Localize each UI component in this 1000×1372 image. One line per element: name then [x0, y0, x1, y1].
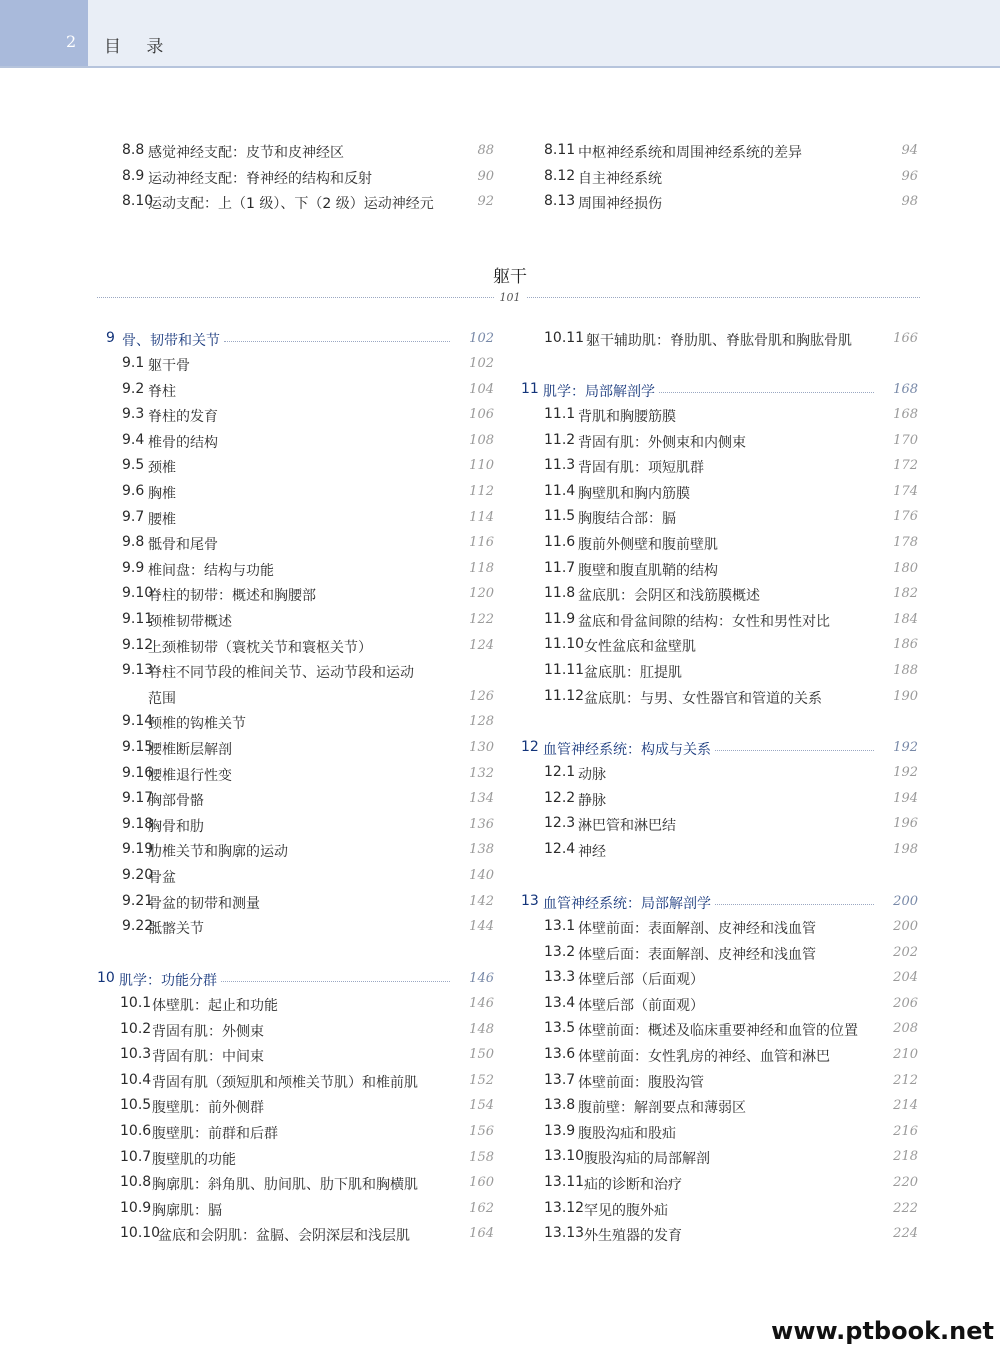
toc-entry-page: 92	[477, 194, 494, 210]
chapter-title: 血管神经系统：局部解剖学	[543, 896, 711, 912]
toc-entry-title: 体壁前面：腹股沟管	[578, 1074, 704, 1091]
toc-entry-title: 体壁后部（前面观）	[578, 997, 704, 1014]
toc-entry-title: 背固有肌：外侧束和内侧束	[578, 434, 746, 451]
toc-entry-page: 108	[469, 432, 494, 448]
page-number: 2	[66, 32, 77, 51]
toc-entry-title: 腹前壁：解剖要点和薄弱区	[578, 1100, 746, 1117]
chapter-page: 146	[469, 971, 494, 986]
toc-entry-number: 11.7	[544, 559, 576, 576]
toc-entry-page: 112	[469, 484, 494, 499]
toc-entry-title: 女性盆底和盆壁肌	[584, 639, 696, 656]
header-title: 目 录	[104, 37, 174, 57]
toc-entry-title: 感觉神经支配：皮节和皮神经区	[148, 145, 344, 161]
toc-entry-page: 206	[893, 995, 918, 1011]
toc-entry-title: 骶髂关节	[148, 921, 204, 938]
toc-entry-title: 盆底肌：会阴区和浅筋膜概述	[578, 588, 760, 605]
toc-entry-page: 140	[469, 868, 494, 883]
toc-entry-page: 88	[477, 143, 494, 158]
toc-entry-title: 背固有肌（颈短肌和颅椎关节肌）和椎前肌	[152, 1074, 418, 1091]
toc-entry-page: 104	[469, 381, 494, 397]
toc-entry-page: 116	[469, 535, 494, 551]
toc-entry-title-cont: 范围	[148, 690, 176, 707]
toc-entry-number: 9.6	[122, 483, 145, 499]
toc-entry-number: 10.9	[120, 1199, 152, 1216]
toc-entry-page: 168	[893, 407, 918, 422]
toc-entry-title: 自主神经系统	[578, 170, 662, 187]
toc-entry-title: 背固有肌：外侧束	[152, 1023, 264, 1040]
toc-entry-page: 204	[893, 970, 918, 986]
toc-entry-title: 盆底和骨盆间隙的结构：女性和男性对比	[578, 613, 830, 630]
toc-entry-title: 腹前外侧壁和腹前壁肌	[578, 537, 718, 553]
toc-entry-number: 10.2	[120, 1020, 152, 1037]
toc-entry-number: 10.10	[120, 1225, 161, 1242]
toc-entry-page: 182	[893, 586, 918, 602]
toc-entry-page: 176	[893, 509, 918, 525]
toc-entry-number: 11.12	[544, 687, 585, 704]
toc-entry-page: 180	[893, 560, 918, 576]
toc-entry-page: 126	[469, 688, 494, 704]
toc-entry-number: 10.3	[120, 1046, 152, 1063]
toc-entry-title: 中枢神经系统和周围神经系统的差异	[578, 145, 802, 161]
chapter-number: 13	[521, 893, 539, 909]
toc-entry-number: 10.5	[120, 1097, 152, 1114]
toc-entry-title: 骨盆的韧带和测量	[148, 895, 260, 912]
toc-entry-title: 骨盆	[148, 870, 176, 886]
toc-entry-number: 9.20	[122, 867, 154, 883]
toc-entry-title: 盆底肌：肛提肌	[584, 665, 682, 681]
chapter-page: 102	[469, 331, 494, 346]
toc-entry-page: 188	[893, 663, 918, 678]
toc-entry-page: 200	[893, 919, 918, 934]
toc-entry-page: 160	[469, 1175, 494, 1191]
toc-entry-number: 10.6	[120, 1123, 152, 1139]
toc-entry-number: 9.18	[122, 815, 154, 832]
toc-entry-page: 90	[477, 168, 494, 184]
toc-entry-page: 132	[469, 765, 494, 781]
section-page: 101	[0, 291, 1000, 304]
toc-entry-title: 体壁后部（后面观）	[578, 972, 704, 989]
toc-entry-title: 胸部骨骼	[148, 793, 204, 810]
toc-entry-title: 运动神经支配：脊神经的结构和反射	[148, 170, 372, 187]
toc-entry-number: 9.3	[122, 406, 145, 423]
toc-entry-page: 146	[469, 996, 494, 1011]
toc-entry-title: 上颈椎韧带（寰枕关节和寰枢关节）	[148, 639, 372, 656]
toc-entry-title: 背固有肌：项短肌群	[578, 460, 704, 477]
toc-entry-page: 134	[469, 791, 494, 807]
toc-entry-page: 194	[893, 790, 918, 806]
toc-entry-page: 120	[469, 586, 494, 602]
toc-entry-page: 212	[893, 1072, 918, 1088]
toc-entry-title: 颈椎	[148, 460, 176, 477]
toc-entry-number: 11.6	[544, 534, 576, 550]
toc-entry-title: 体壁前面：表面解剖、皮神经和浅血管	[578, 921, 816, 937]
toc-entry-page: 148	[469, 1021, 494, 1037]
toc-entry-number: 9.10	[122, 585, 154, 602]
toc-entry-page: 94	[901, 143, 918, 158]
toc-entry-page: 222	[893, 1200, 918, 1216]
toc-entry-title: 盆底肌：与男、女性器官和管道的关系	[584, 690, 822, 707]
toc-entry-number: 13.4	[544, 994, 576, 1011]
toc-entry-title: 背固有肌：中间束	[152, 1049, 264, 1066]
toc-entry-page: 154	[469, 1098, 494, 1114]
toc-entry-number: 11.10	[544, 636, 585, 653]
toc-entry-number: 13.3	[544, 969, 576, 986]
toc-entry-number: 8.13	[544, 193, 576, 210]
toc-entry-title: 腹壁和腹直肌鞘的结构	[578, 562, 718, 579]
toc-entry-number: 9.1	[122, 355, 145, 371]
toc-entry-page: 96	[901, 168, 918, 184]
toc-entry-number: 11.3	[544, 457, 576, 474]
watermark: www.ptbook.net	[771, 1317, 994, 1345]
toc-entry-title: 腹壁肌：前外侧群	[152, 1100, 264, 1117]
toc-entry-number: 8.9	[122, 167, 145, 184]
toc-entry-title: 胸廓肌：斜角肌、肋间肌、肋下肌和胸横肌	[152, 1177, 418, 1194]
toc-entry-title: 腹壁肌：前群和后群	[152, 1126, 278, 1142]
toc-entry-number: 13.5	[544, 1020, 576, 1037]
toc-entry-page: 138	[469, 842, 494, 858]
toc-entry-number: 13.10	[544, 1148, 585, 1165]
toc-entry-page: 208	[893, 1021, 918, 1037]
toc-entry-page: 144	[469, 919, 494, 935]
toc-entry-title: 静脉	[578, 792, 606, 809]
chapter-leader-dots	[715, 904, 874, 905]
toc-entry-page: 196	[893, 816, 918, 832]
chapter-title: 肌学：功能分群	[119, 973, 217, 989]
toc-entry-number: 13.11	[544, 1174, 585, 1190]
toc-entry-number: 11.2	[544, 431, 576, 448]
toc-entry-page: 170	[893, 432, 918, 448]
toc-entry-page: 122	[469, 612, 494, 627]
toc-entry-number: 9.2	[122, 380, 145, 397]
toc-entry-title: 腰椎退行性变	[148, 767, 232, 784]
toc-entry-title: 胸壁肌和胸内筋膜	[578, 485, 690, 502]
toc-entry-page: 114	[469, 509, 494, 525]
toc-entry-number: 9.13	[122, 662, 154, 679]
toc-entry-page: 162	[469, 1200, 494, 1216]
toc-entry-title: 动脉	[578, 767, 606, 783]
toc-entry-page: 158	[469, 1149, 494, 1165]
toc-entry-page: 186	[893, 637, 918, 653]
toc-entry-number: 9.9	[122, 559, 145, 576]
toc-entry-title: 罕见的腹外疝	[584, 1202, 668, 1219]
toc-entry-page: 220	[893, 1175, 918, 1190]
toc-entry-number: 10.8	[120, 1174, 152, 1191]
toc-entry-title: 脊柱	[148, 383, 176, 400]
toc-entry-page: 128	[469, 714, 494, 730]
toc-entry-title: 体壁肌：起止和功能	[152, 998, 278, 1014]
toc-entry-title: 胸骨和肋	[148, 818, 204, 835]
toc-entry-page: 150	[469, 1047, 494, 1063]
toc-entry-page: 202	[893, 944, 918, 960]
toc-entry-number: 8.8	[122, 142, 145, 158]
toc-entry-number: 9.4	[122, 431, 145, 448]
toc-entry-number: 11.4	[544, 482, 576, 499]
toc-entry-title: 腰椎	[148, 511, 176, 528]
toc-entry-title: 淋巴管和淋巴结	[578, 818, 676, 835]
toc-entry-number: 11.11	[544, 662, 585, 678]
toc-entry-number: 8.12	[544, 167, 576, 184]
chapter-page: 192	[893, 740, 918, 755]
toc-entry-page: 178	[893, 535, 918, 550]
toc-entry-page: 172	[893, 458, 918, 474]
toc-entry-number: 10.1	[120, 995, 152, 1011]
toc-entry-number: 11.5	[544, 508, 576, 525]
chapter-leader-dots	[715, 750, 874, 751]
toc-entry-title: 胸腹结合部：膈	[578, 511, 676, 528]
toc-entry-title: 周围神经损伤	[578, 196, 662, 213]
toc-entry-title: 腹股沟疝的局部解剖	[584, 1151, 710, 1168]
toc-entry-number: 13.8	[544, 1097, 576, 1114]
toc-entry-page: 124	[469, 637, 494, 653]
toc-entry-number: 10.11	[544, 330, 585, 346]
toc-entry-number: 13.1	[544, 918, 576, 934]
chapter-number: 11	[521, 381, 539, 397]
toc-entry-number: 13.9	[544, 1122, 576, 1139]
toc-entry-title: 腹壁肌的功能	[152, 1151, 236, 1168]
toc-entry-title: 脊柱的韧带：概述和胸腰部	[148, 588, 316, 605]
toc-entry-page: 118	[469, 560, 494, 576]
toc-entry-number: 8.11	[544, 142, 576, 158]
toc-entry-page: 184	[893, 611, 918, 627]
toc-entry-number: 9.12	[122, 636, 154, 653]
toc-entry-number: 8.10	[122, 193, 154, 210]
toc-entry-title: 骶骨和尾骨	[148, 537, 218, 554]
toc-entry-title: 脊柱不同节段的椎间关节、运动节段和运动	[148, 665, 414, 682]
toc-entry-page: 210	[893, 1047, 918, 1062]
toc-entry-title: 颈椎的钩椎关节	[148, 716, 246, 733]
toc-entry-title: 脊柱的发育	[148, 409, 218, 426]
toc-entry-number: 9.15	[122, 739, 154, 755]
toc-entry-number: 12.1	[544, 764, 576, 780]
chapter-leader-dots	[224, 341, 450, 342]
chapter-number: 12	[521, 739, 539, 755]
toc-entry-number: 9.22	[122, 918, 154, 935]
section-title: 躯干	[493, 267, 527, 287]
toc-entry-title: 背肌和胸腰筋膜	[578, 409, 676, 425]
toc-entry-title: 盆底和会阴肌：盆膈、会阴深层和浅层肌	[158, 1228, 410, 1245]
toc-entry-number: 11.1	[544, 406, 576, 422]
toc-entry-page: 136	[469, 816, 494, 832]
chapter-leader-dots	[659, 392, 874, 393]
toc-entry-title: 体壁前面：概述及临床重要神经和血管的位置	[578, 1023, 858, 1040]
toc-entry-title: 体壁后面：表面解剖、皮神经和浅血管	[578, 946, 816, 963]
chapter-title: 肌学：局部解剖学	[543, 384, 655, 400]
toc-entry-number: 12.2	[544, 789, 576, 806]
toc-entry-page: 224	[893, 1226, 918, 1242]
toc-entry-title: 椎间盘：结构与功能	[148, 562, 274, 579]
chapter-page: 168	[893, 382, 918, 397]
toc-entry-page: 106	[469, 407, 494, 423]
toc-entry-page: 174	[893, 483, 918, 499]
toc-entry-number: 13.6	[544, 1046, 576, 1062]
toc-entry-page: 110	[469, 458, 494, 474]
toc-entry-page: 192	[893, 765, 918, 780]
toc-entry-title: 外生殖器的发育	[584, 1228, 682, 1245]
chapter-title: 骨、韧带和关节	[122, 333, 220, 349]
toc-entry-number: 9.8	[122, 534, 145, 551]
toc-entry-title: 躯干辅助肌：脊肋肌、脊肱骨肌和胸肱骨肌	[586, 333, 852, 349]
toc-entry-number: 11.9	[544, 610, 576, 627]
chapter-leader-dots	[221, 981, 450, 982]
toc-entry-title: 神经	[578, 843, 606, 860]
toc-entry-number: 9.19	[122, 841, 154, 858]
toc-entry-page: 214	[893, 1098, 918, 1114]
toc-entry-number: 13.2	[544, 943, 576, 960]
toc-entry-page: 166	[893, 331, 918, 346]
toc-entry-number: 9.21	[122, 892, 154, 909]
toc-entry-number: 9.17	[122, 790, 154, 807]
toc-entry-page: 130	[469, 740, 494, 755]
toc-entry-title: 躯干骨	[148, 358, 190, 374]
toc-entry-number: 12.3	[544, 815, 576, 832]
toc-entry-title: 肋椎关节和胸廓的运动	[148, 844, 288, 861]
toc-entry-number: 13.13	[544, 1225, 585, 1242]
toc-entry-page: 216	[893, 1123, 918, 1139]
toc-entry-number: 12.4	[544, 840, 576, 857]
toc-entry-title: 运动支配：上（1 级）、下（2 级）运动神经元	[148, 196, 434, 213]
toc-entry-page: 152	[469, 1072, 494, 1088]
toc-entry-title: 颈椎韧带概述	[148, 614, 232, 630]
toc-entry-number: 9.7	[122, 508, 145, 525]
toc-entry-title: 胸廓肌：膈	[152, 1202, 222, 1219]
chapter-page: 200	[893, 894, 918, 909]
toc-entry-number: 9.11	[122, 611, 154, 627]
toc-entry-page: 102	[469, 356, 494, 371]
toc-entry-number: 10.4	[120, 1071, 152, 1088]
toc-entry-page: 98	[901, 194, 918, 210]
chapter-title: 血管神经系统：构成与关系	[543, 742, 711, 758]
toc-entry-page: 156	[469, 1124, 494, 1139]
toc-entry-page: 218	[893, 1149, 918, 1165]
toc-entry-page: 164	[469, 1226, 494, 1242]
chapter-number: 9	[106, 330, 115, 346]
toc-entry-number: 9.5	[122, 457, 145, 474]
toc-entry-title: 椎骨的结构	[148, 434, 218, 451]
toc-entry-title: 体壁前面：女性乳房的神经、血管和淋巴	[578, 1049, 830, 1065]
chapter-number: 10	[97, 970, 115, 986]
toc-entry-title: 腹股沟疝和股疝	[578, 1125, 676, 1142]
toc-entry-number: 9.16	[122, 764, 154, 781]
toc-entry-page: 190	[893, 688, 918, 704]
toc-entry-number: 13.7	[544, 1071, 576, 1088]
toc-entry-title: 疝的诊断和治疗	[584, 1177, 682, 1193]
toc-entry-title: 胸椎	[148, 486, 176, 502]
toc-entry-number: 11.8	[544, 585, 576, 602]
toc-entry-page: 198	[893, 841, 918, 857]
toc-entry-title: 腰椎断层解剖	[148, 742, 232, 758]
toc-entry-number: 10.7	[120, 1148, 152, 1165]
toc-entry-number: 9.14	[122, 713, 154, 730]
toc-entry-page: 142	[469, 893, 494, 909]
toc-entry-number: 13.12	[544, 1199, 585, 1216]
